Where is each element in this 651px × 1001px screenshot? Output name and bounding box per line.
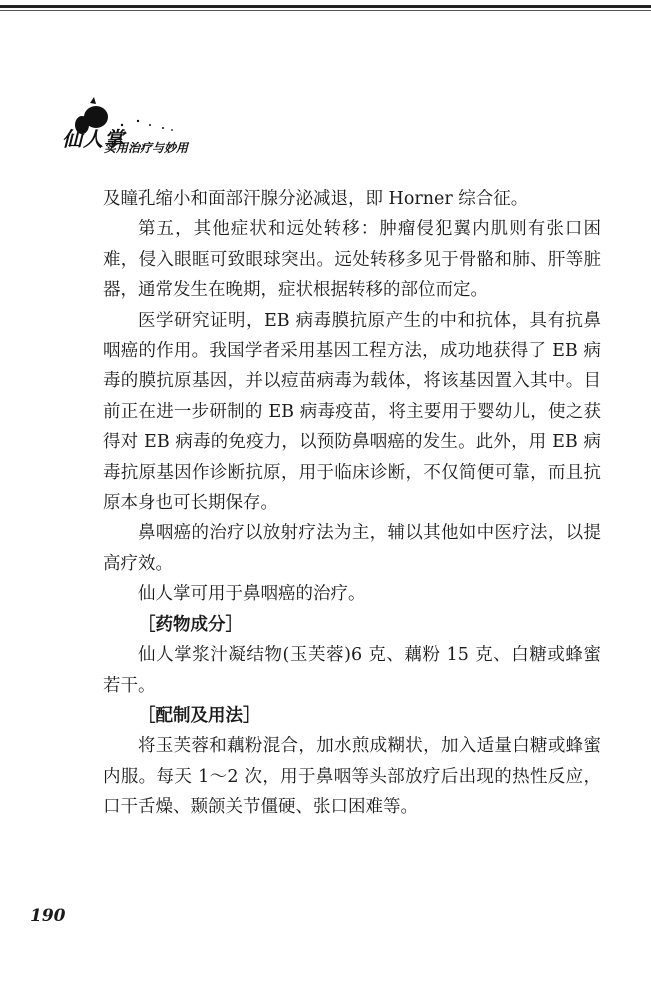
section-heading-usage: ［配制及用法］ [138,705,261,726]
section-heading-ingredients: ［药物成分］ [138,614,243,635]
top-rule-thin [0,10,651,11]
paragraph: 鼻咽癌的治疗以放射疗法为主，辅以其他如中医疗法，以提高疗效。 [103,523,601,574]
header-logo [60,95,260,165]
paragraph: 及瞳孔缩小和面部汗腺分泌减退，即 Horner 综合征。 [103,189,529,209]
paragraph: 仙人掌可用于鼻咽癌的治疗。 [138,584,366,605]
paragraph: 将玉芙蓉和藕粉混合，加水煎成糊状，加入适量白糖或蜂蜜内服。每天 1～2 次，用于鼻咽等头部放疗后出现的热性反应，口干舌燥、颞颌关节僵硬、张口困难等。 [103,736,601,818]
page-number: 190 [30,906,66,926]
paragraph: 医学研究证明，EB 病毒膜抗原产生的中和抗体，具有抗鼻咽癌的作用。我国学者采用基因工程方法，成功地获得了 EB 病毒的膜抗原基因，并以痘苗病毒为载体，将该基因置入其中。目前正在进一步研制的 EB 病毒疫苗，将主要用于婴幼儿，使之获得对 EB 病毒的免疫力，以预防鼻咽癌的发生。此外，用 EB 病毒抗原基因作诊断抗原，用于临床诊断，不仅简便可靠，而且抗原本身也可长期保存。 [103,310,601,514]
top-rule [0,5,651,8]
paragraph: 仙人掌浆汁凝结物(玉芙蓉)6 克、藕粉 15 克、白糖或蜂蜜若干。 [103,645,601,696]
header-title: 仙人掌 [62,127,125,151]
page-body [103,184,601,823]
paragraph: 第五，其他症状和远处转移：肿瘤侵犯翼内肌则有张口困难，侵入眼眶可致眼球突出。远处转移多见于骨骼和肺、肝等脏器，通常发生在晚期，症状根据转移的部位而定。 [103,219,601,301]
header-subtitle: 实用治疗与妙用 [104,141,189,155]
